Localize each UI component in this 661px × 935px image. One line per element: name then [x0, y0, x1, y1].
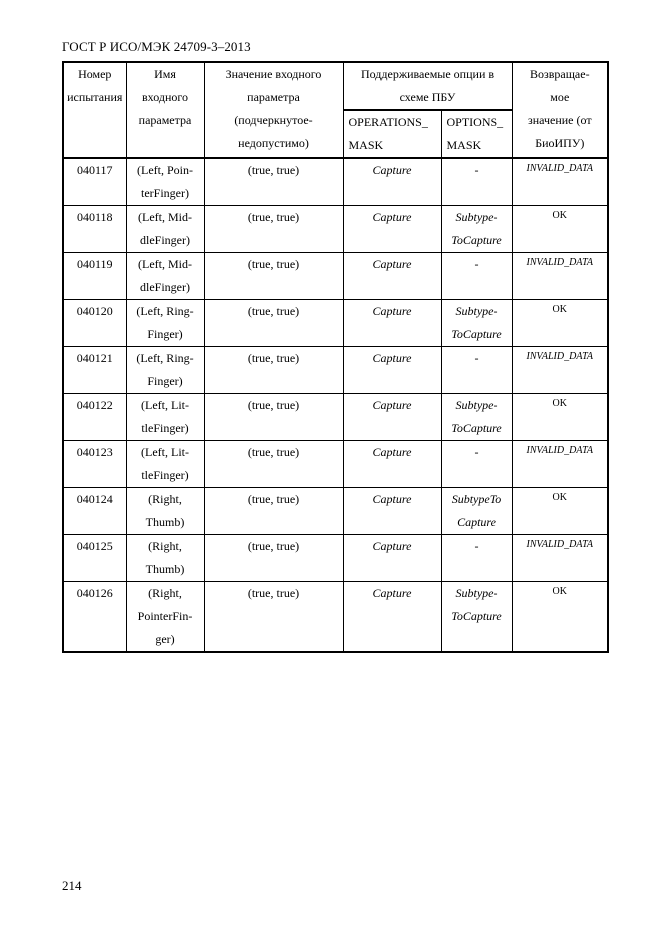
cell-line: ToCapture [451, 421, 502, 435]
cell-line: - [474, 163, 479, 177]
cell-input-name [126, 158, 204, 206]
cell-operations-mask: Capture [343, 206, 441, 253]
cell-input-name [126, 488, 204, 535]
document-header: ГОСТ Р ИСО/МЭК 24709-3–2013 [62, 39, 251, 54]
cell-operations-mask: Capture [343, 253, 441, 300]
cell-input-value: (true, true) [204, 488, 343, 535]
cell-test-number: 040123 [63, 441, 126, 488]
cell-operations-mask: Capture [343, 158, 441, 206]
cell-line: - [474, 351, 479, 365]
cell-line: значение (от [527, 113, 592, 127]
cell-line: Возвращае- [529, 67, 590, 81]
cell-return-value: OK [512, 206, 608, 253]
cell-operations-mask: Capture [343, 535, 441, 582]
cell-line: испытания [67, 90, 123, 104]
cell-operations-mask: Capture [343, 347, 441, 394]
table-row [63, 441, 608, 488]
cell-line: ToCapture [451, 327, 502, 341]
table-row [63, 206, 608, 253]
cell-line: мое [550, 90, 570, 104]
cell-return-value: INVALID_DATA [512, 441, 608, 488]
cell-line: Finger) [147, 327, 183, 341]
cell-return-value: INVALID_DATA [512, 535, 608, 582]
cell-line: (Left, Ring- [136, 351, 194, 365]
cell-options-mask [441, 206, 512, 253]
cell-operations-mask: Capture [343, 394, 441, 441]
cell-line: (Left, Poin- [137, 163, 193, 177]
cell-line: Capture [457, 515, 496, 529]
cell-line: Subtype- [455, 210, 498, 224]
cell-test-number: 040118 [63, 206, 126, 253]
cell-line: OPTIONS_ [446, 115, 504, 129]
table-row [63, 347, 608, 394]
cell-line: SubtypeTo [451, 492, 502, 506]
table-row [63, 158, 608, 206]
cell-line: БиоИПУ) [535, 136, 585, 150]
cell-input-value: (true, true) [204, 535, 343, 582]
header-test-number [63, 62, 126, 158]
cell-line: (Right, [148, 586, 182, 600]
cell-test-number: 040122 [63, 394, 126, 441]
cell-line: tleFinger) [141, 421, 189, 435]
cell-line: входного [141, 90, 188, 104]
table-row [63, 253, 608, 300]
cell-line: ToCapture [451, 233, 502, 247]
cell-line: (Left, Lit- [141, 398, 189, 412]
cell-line: параметра [138, 113, 192, 127]
cell-input-name [126, 582, 204, 653]
cell-options-mask [441, 158, 512, 206]
cell-line: MASK [348, 138, 384, 152]
cell-line: tleFinger) [141, 468, 189, 482]
cell-line: ToCapture [451, 609, 502, 623]
cell-input-value: (true, true) [204, 347, 343, 394]
cell-input-value: (true, true) [204, 300, 343, 347]
cell-line: (Right, [148, 492, 182, 506]
cell-options-mask [441, 394, 512, 441]
cell-options-mask [441, 347, 512, 394]
cell-line: - [474, 445, 479, 459]
cell-line: (Left, Ring- [136, 304, 194, 318]
cell-line: Subtype- [455, 304, 498, 318]
cell-input-name [126, 206, 204, 253]
cell-test-number: 040120 [63, 300, 126, 347]
header-options-mask [441, 110, 512, 158]
cell-line: Thumb) [145, 515, 185, 529]
cell-options-mask [441, 441, 512, 488]
cell-return-value: INVALID_DATA [512, 158, 608, 206]
cell-test-number: 040119 [63, 253, 126, 300]
cell-operations-mask: Capture [343, 441, 441, 488]
cell-line: (Left, Lit- [141, 445, 189, 459]
cell-options-mask [441, 535, 512, 582]
cell-options-mask [441, 300, 512, 347]
cell-line: Subtype- [455, 586, 498, 600]
cell-test-number: 040121 [63, 347, 126, 394]
cell-test-number: 040124 [63, 488, 126, 535]
cell-options-mask [441, 488, 512, 535]
cell-input-name [126, 535, 204, 582]
header-input-value [204, 62, 343, 158]
table-body [63, 158, 608, 652]
cell-options-mask [441, 253, 512, 300]
cell-line: dleFinger) [140, 233, 190, 247]
cell-line: схеме ПБУ [399, 90, 456, 104]
cell-line: параметра [247, 90, 300, 104]
cell-line: (Left, Mid- [138, 257, 192, 271]
cell-return-value: INVALID_DATA [512, 347, 608, 394]
cell-return-value: OK [512, 488, 608, 535]
cell-return-value: INVALID_DATA [512, 253, 608, 300]
cell-operations-mask: Capture [343, 582, 441, 653]
cell-operations-mask: Capture [343, 488, 441, 535]
cell-input-name [126, 441, 204, 488]
cell-test-number: 040126 [63, 582, 126, 653]
cell-return-value: OK [512, 300, 608, 347]
header-operations-mask [343, 110, 441, 158]
cell-input-value: (true, true) [204, 441, 343, 488]
cell-line: - [474, 539, 479, 553]
table-row [63, 300, 608, 347]
cell-line: Номер [78, 67, 112, 81]
cell-line: terFinger) [141, 186, 189, 200]
table-row [63, 488, 608, 535]
cell-input-name [126, 300, 204, 347]
cell-line: dleFinger) [140, 280, 190, 294]
header-supported-options [343, 62, 512, 110]
cell-input-name [126, 394, 204, 441]
cell-line: Поддерживаемые опции в [360, 67, 495, 81]
cell-test-number: 040117 [63, 158, 126, 206]
cell-line: Finger) [147, 374, 183, 388]
cell-line: Subtype- [455, 398, 498, 412]
page-number: 214 [62, 878, 82, 893]
cell-options-mask [441, 582, 512, 653]
cell-line: Значение входного [225, 67, 322, 81]
header-return-value [512, 62, 608, 158]
cell-line: (подчеркнутое- [234, 113, 313, 127]
header-input-name [126, 62, 204, 158]
cell-line: Thumb) [145, 562, 185, 576]
cell-line: - [474, 257, 479, 271]
cell-line: OPERATIONS_ [348, 115, 428, 129]
table-row [63, 535, 608, 582]
cell-line: ger) [155, 632, 175, 646]
table-header [63, 62, 608, 158]
cell-line: MASK [446, 138, 482, 152]
cell-line: (Left, Mid- [138, 210, 192, 224]
cell-input-name [126, 347, 204, 394]
cell-return-value: OK [512, 394, 608, 441]
cell-input-value: (true, true) [204, 253, 343, 300]
table-row [63, 582, 608, 653]
cell-test-number: 040125 [63, 535, 126, 582]
cell-line: PointerFin- [137, 609, 193, 623]
cell-input-value: (true, true) [204, 206, 343, 253]
test-cases-table [62, 61, 609, 653]
cell-return-value: OK [512, 582, 608, 653]
cell-input-value: (true, true) [204, 582, 343, 653]
cell-line: Имя [154, 67, 176, 81]
cell-input-name [126, 253, 204, 300]
table-row [63, 394, 608, 441]
cell-line: (Right, [148, 539, 182, 553]
cell-line: недопустимо) [238, 136, 309, 150]
cell-input-value: (true, true) [204, 158, 343, 206]
cell-input-value: (true, true) [204, 394, 343, 441]
cell-operations-mask: Capture [343, 300, 441, 347]
